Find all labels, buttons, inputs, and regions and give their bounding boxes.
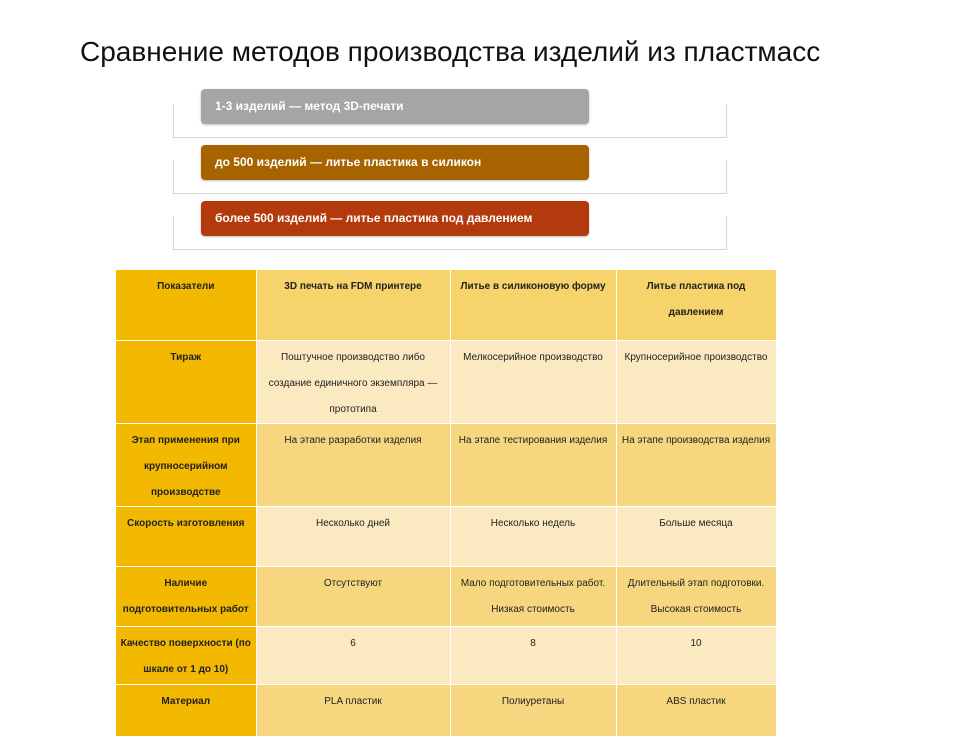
table-cell: Мелкосерийное производство bbox=[450, 340, 616, 423]
row-label: Тираж bbox=[116, 340, 256, 423]
table-cell: Мало подготовительных работ. Низкая стоимость bbox=[450, 566, 616, 626]
header-silicone-casting: Литье в силиконовую форму bbox=[450, 270, 616, 340]
row-label: Скорость изготовления bbox=[116, 506, 256, 566]
table-cell: ABS пластик bbox=[616, 684, 776, 736]
table-cell: 8 bbox=[450, 626, 616, 684]
header-injection-molding: Литье пластика под давлением bbox=[616, 270, 776, 340]
table-row bbox=[116, 506, 776, 566]
table-cell: Крупносерийное производство bbox=[616, 340, 776, 423]
table-cell: Полиуретаны bbox=[450, 684, 616, 736]
table-header-row bbox=[116, 270, 776, 340]
table-row bbox=[116, 423, 776, 506]
table-cell: Больше месяца bbox=[616, 506, 776, 566]
table-cell: 10 bbox=[616, 626, 776, 684]
comparison-table bbox=[116, 270, 777, 737]
header-indicators: Показатели bbox=[116, 270, 256, 340]
table-cell: Несколько дней bbox=[256, 506, 450, 566]
row-label: Этап применения при крупносерийном производстве bbox=[116, 423, 256, 506]
table-cell: Отсутствуют bbox=[256, 566, 450, 626]
table-row bbox=[116, 566, 776, 626]
table-cell: Поштучное производство либо создание единичного экземпляра — прототипа bbox=[256, 340, 450, 423]
table-row bbox=[116, 626, 776, 684]
table-cell: Длительный этап подготовки. Высокая стоимость bbox=[616, 566, 776, 626]
row-label: Качество поверхности (по шкале от 1 до 10) bbox=[116, 626, 256, 684]
header-3d-printing: 3D печать на FDM принтере bbox=[256, 270, 450, 340]
slide-title: Сравнение методов производства изделий из пластмасс bbox=[80, 36, 821, 67]
method-3d-printing: 1-3 изделий — метод 3D-печати bbox=[201, 89, 589, 124]
row-label: Материал bbox=[116, 684, 256, 736]
table-cell: PLA пластик bbox=[256, 684, 450, 736]
table-row bbox=[116, 684, 776, 736]
table-cell: На этапе производства изделия bbox=[616, 423, 776, 506]
table-row bbox=[116, 340, 776, 423]
table-cell: На этапе тестирования изделия bbox=[450, 423, 616, 506]
table-cell: На этапе разработки изделия bbox=[256, 423, 450, 506]
row-label: Наличие подготовительных работ bbox=[116, 566, 256, 626]
method-injection-molding: более 500 изделий — литье пластика под давлением bbox=[201, 201, 589, 236]
method-silicone-casting: до 500 изделий — литье пластика в силикон bbox=[201, 145, 589, 180]
table-cell: Несколько недель bbox=[450, 506, 616, 566]
table-cell: 6 bbox=[256, 626, 450, 684]
